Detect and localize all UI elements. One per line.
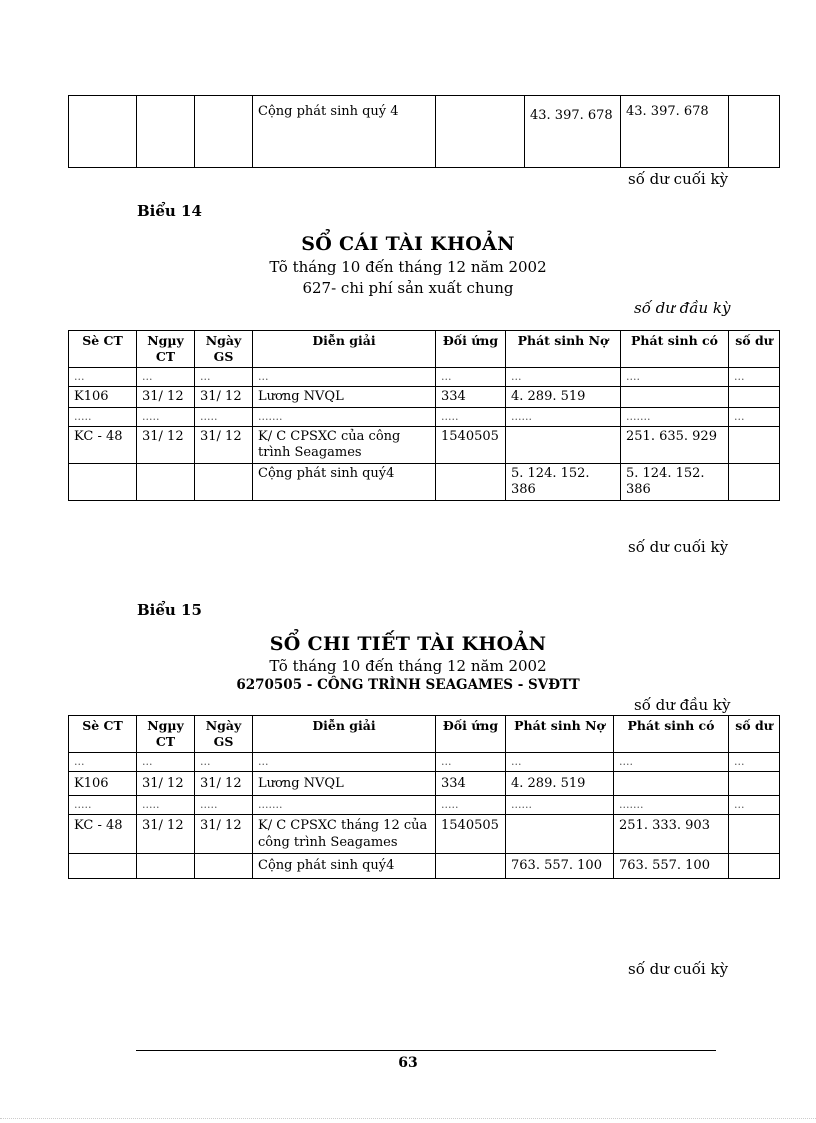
closing-balance-label: số dư cuối kỳ bbox=[628, 170, 729, 188]
cell bbox=[137, 464, 195, 501]
cell: 334 bbox=[436, 772, 506, 796]
table-row bbox=[69, 796, 780, 815]
total-credit: 43. 397. 678 bbox=[621, 96, 729, 168]
cell bbox=[506, 427, 621, 464]
cell: 31/ 12 bbox=[137, 387, 195, 408]
cell: Lương NVQL bbox=[253, 387, 436, 408]
col-header: Phát sinh Nợ bbox=[506, 716, 614, 753]
bieu-14-label: Biểu 14 bbox=[137, 202, 202, 220]
ledger-table-15 bbox=[68, 715, 780, 879]
closing-balance-label: số dư cuối kỳ bbox=[628, 960, 729, 978]
cell: ..... bbox=[195, 796, 253, 815]
cell bbox=[137, 854, 195, 879]
period-text: Tõ tháng 10 đến tháng 12 năm 2002 bbox=[269, 657, 547, 675]
cell: K/ C CPSXC của công trình Seagames bbox=[253, 427, 436, 464]
cell: 31/ 12 bbox=[195, 815, 253, 854]
cell bbox=[436, 854, 506, 879]
cell bbox=[729, 96, 780, 168]
cell: 4. 289. 519 bbox=[506, 387, 621, 408]
cell: ....... bbox=[253, 796, 436, 815]
cell: ... bbox=[69, 368, 137, 387]
col-header: Ngµy CT bbox=[137, 716, 195, 753]
opening-balance-label: số dư đầu kỳ bbox=[634, 696, 731, 714]
total-debit: 43. 397. 678 bbox=[525, 96, 621, 168]
table-row bbox=[69, 772, 780, 796]
cell: ... bbox=[729, 796, 780, 815]
col-header: Đối ứng bbox=[436, 331, 506, 368]
col-header: Ngµy CT bbox=[137, 331, 195, 368]
closing-balance-label: số dư cuối kỳ bbox=[628, 538, 729, 556]
opening-balance-label: số dư đầu kỳ bbox=[634, 299, 731, 317]
table-header-row bbox=[69, 716, 780, 753]
col-header: Sè CT bbox=[69, 716, 137, 753]
cell: ...... bbox=[506, 796, 614, 815]
table-row bbox=[69, 427, 780, 464]
account-name: 627- chi phí sản xuất chung bbox=[302, 279, 514, 297]
cell bbox=[137, 96, 195, 168]
page-title: SỔ CHI TIẾT TÀI KHOẢN bbox=[269, 633, 547, 655]
cell: K106 bbox=[69, 772, 137, 796]
cell: ..... bbox=[69, 796, 137, 815]
footer-rule bbox=[136, 1050, 716, 1051]
page-number: 63 bbox=[398, 1055, 418, 1071]
cell: 1540505 bbox=[436, 815, 506, 854]
cell: 251. 333. 903 bbox=[614, 815, 729, 854]
cell: ... bbox=[729, 408, 780, 427]
cell bbox=[506, 815, 614, 854]
cell: ... bbox=[195, 368, 253, 387]
table-row bbox=[69, 408, 780, 427]
cell: ... bbox=[195, 753, 253, 772]
cell: 251. 635. 929 bbox=[621, 427, 729, 464]
total-debit: 5. 124. 152. 386 bbox=[506, 464, 621, 501]
cell: ... bbox=[137, 753, 195, 772]
col-header: số dư bbox=[729, 331, 780, 368]
col-header: Diễn giải bbox=[253, 716, 436, 753]
cell: Lương NVQL bbox=[253, 772, 436, 796]
total-credit: 5. 124. 152. 386 bbox=[621, 464, 729, 501]
cell bbox=[436, 464, 506, 501]
cell: 31/ 12 bbox=[195, 772, 253, 796]
cell bbox=[195, 96, 253, 168]
cell: 31/ 12 bbox=[137, 815, 195, 854]
col-header: Đối ứng bbox=[436, 716, 506, 753]
bieu-15-label: Biểu 15 bbox=[137, 601, 202, 619]
period-text: Tõ tháng 10 đến tháng 12 năm 2002 bbox=[269, 258, 547, 276]
cell: ... bbox=[506, 753, 614, 772]
cell: 31/ 12 bbox=[137, 427, 195, 464]
cell: KC - 48 bbox=[69, 815, 137, 854]
col-header: Diễn giải bbox=[253, 331, 436, 368]
cell bbox=[729, 772, 780, 796]
cell: 31/ 12 bbox=[137, 772, 195, 796]
cell: ... bbox=[69, 753, 137, 772]
cell: ..... bbox=[436, 408, 506, 427]
cell bbox=[195, 854, 253, 879]
table-row bbox=[69, 815, 780, 854]
table-row bbox=[69, 387, 780, 408]
cell: ...... bbox=[506, 408, 621, 427]
cell: K106 bbox=[69, 387, 137, 408]
account-name: 6270505 - CÔNG TRÌNH SEAGAMES - SVĐTT bbox=[236, 677, 580, 693]
cell: ... bbox=[436, 753, 506, 772]
cell: 31/ 12 bbox=[195, 387, 253, 408]
table-header-row bbox=[69, 331, 780, 368]
cell: 4. 289. 519 bbox=[506, 772, 614, 796]
cell bbox=[69, 96, 137, 168]
cell: KC - 48 bbox=[69, 427, 137, 464]
cell: ... bbox=[253, 753, 436, 772]
cell: 334 bbox=[436, 387, 506, 408]
cell: 31/ 12 bbox=[195, 427, 253, 464]
col-header: Ngày GS bbox=[195, 716, 253, 753]
cell: ... bbox=[137, 368, 195, 387]
cell: ....... bbox=[253, 408, 436, 427]
total-label: Cộng phát sinh quý 4 bbox=[253, 96, 436, 168]
top-ledger-table bbox=[68, 95, 780, 168]
cell bbox=[729, 464, 780, 501]
page-edge-divider bbox=[0, 1118, 816, 1119]
table-row bbox=[69, 368, 780, 387]
table-row bbox=[69, 96, 780, 168]
table-row bbox=[69, 753, 780, 772]
cell: ... bbox=[253, 368, 436, 387]
col-header: Ngày GS bbox=[195, 331, 253, 368]
cell bbox=[436, 96, 525, 168]
cell bbox=[729, 427, 780, 464]
cell bbox=[614, 772, 729, 796]
total-credit: 763. 557. 100 bbox=[614, 854, 729, 879]
cell: ... bbox=[729, 368, 780, 387]
cell bbox=[729, 854, 780, 879]
cell: ..... bbox=[137, 796, 195, 815]
cell: ..... bbox=[195, 408, 253, 427]
ledger-table-14 bbox=[68, 330, 780, 501]
cell bbox=[729, 815, 780, 854]
cell: .... bbox=[621, 368, 729, 387]
col-header: Phát sinh Nợ bbox=[506, 331, 621, 368]
col-header: số dư bbox=[729, 716, 780, 753]
cell: ... bbox=[729, 753, 780, 772]
col-header: Phát sinh có bbox=[621, 331, 729, 368]
cell: ..... bbox=[436, 796, 506, 815]
cell bbox=[69, 854, 137, 879]
cell: ... bbox=[436, 368, 506, 387]
cell: ....... bbox=[614, 796, 729, 815]
cell bbox=[621, 387, 729, 408]
total-label: Cộng phát sinh quý4 bbox=[253, 464, 436, 501]
cell bbox=[729, 387, 780, 408]
page-title: SỔ CÁI TÀI KHOẢN bbox=[301, 233, 515, 255]
cell: ... bbox=[506, 368, 621, 387]
col-header: Sè CT bbox=[69, 331, 137, 368]
cell bbox=[195, 464, 253, 501]
cell: K/ C CPSXC tháng 12 của công trình Seagames bbox=[253, 815, 436, 854]
table-total-row bbox=[69, 854, 780, 879]
col-header: Phát sinh có bbox=[614, 716, 729, 753]
cell: ..... bbox=[137, 408, 195, 427]
cell: .... bbox=[614, 753, 729, 772]
cell: ..... bbox=[69, 408, 137, 427]
total-debit: 763. 557. 100 bbox=[506, 854, 614, 879]
cell: ....... bbox=[621, 408, 729, 427]
cell bbox=[69, 464, 137, 501]
cell: 1540505 bbox=[436, 427, 506, 464]
table-total-row bbox=[69, 464, 780, 501]
total-label: Cộng phát sinh quý4 bbox=[253, 854, 436, 879]
